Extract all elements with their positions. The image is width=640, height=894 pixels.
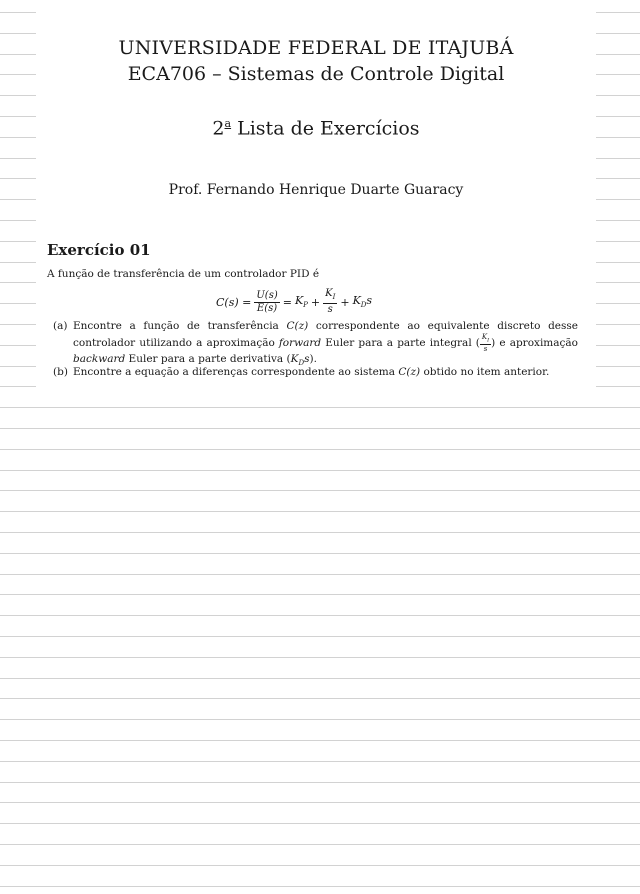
item-a-text-2: correspondente ao equivalente discreto desse controlador utilizando a aproximação <box>73 320 578 350</box>
ruled-line <box>0 407 640 408</box>
item-a-ki-num <box>480 333 491 345</box>
item-a-ki-symbol: K <box>481 333 488 341</box>
formula-plus-1: + <box>310 295 321 309</box>
ruled-line <box>0 449 640 450</box>
item-a-backward: backward <box>73 353 126 366</box>
ruled-line <box>0 678 640 679</box>
item-a-text-5: Euler para a parte derivativa ( <box>125 353 291 366</box>
ruled-line <box>0 823 640 824</box>
item-b-text-2: obtido no item anterior. <box>420 366 550 378</box>
item-a-kd-s: s <box>304 353 310 366</box>
frac-ki-numerator <box>323 288 337 304</box>
exercise-intro: A função de transferência de um controlador PID é <box>47 268 320 280</box>
ruled-line <box>0 698 640 699</box>
document-page <box>36 0 596 394</box>
item-b-text-1: Encontre a equação a diferenças correspondente ao sistema <box>73 366 399 378</box>
item-a-forward: forward <box>278 337 322 350</box>
ruled-line <box>0 594 640 595</box>
kd-subscript: D <box>360 301 367 310</box>
frac-denominator: E(s) <box>256 302 278 314</box>
item-a-text-4: ) e aproximação <box>491 337 578 350</box>
exercise-title: Exercício 01 <box>47 241 151 259</box>
list-number-ordinal: a <box>224 117 232 130</box>
item-a-kd-sub: D <box>298 359 305 368</box>
ruled-line <box>0 511 640 512</box>
ruled-line <box>0 802 640 803</box>
kp-subscript: P <box>303 301 308 310</box>
ruled-line <box>0 657 640 658</box>
formula-plus-2: + <box>340 295 350 309</box>
list-number: 2 <box>212 117 225 140</box>
item-b-math-cz: C(z) <box>398 366 421 378</box>
ruled-line <box>0 574 640 575</box>
list-title <box>36 117 596 139</box>
ruled-line <box>0 782 640 783</box>
formula-fraction-u-e <box>254 290 279 315</box>
ruled-line <box>0 553 640 554</box>
pid-formula <box>216 287 372 317</box>
ruled-line <box>0 636 640 637</box>
frac-s-denominator: s <box>327 304 333 315</box>
ruled-line <box>0 428 640 429</box>
ruled-line <box>0 844 640 845</box>
kd-symbol: K <box>352 294 361 308</box>
item-a-kd-symbol: K <box>290 353 299 366</box>
kp-symbol: K <box>294 294 304 308</box>
list-title-text: Lista de Exercícios <box>231 117 420 140</box>
ruled-line <box>0 490 640 491</box>
ruled-line <box>0 740 640 741</box>
item-a-math-kds <box>290 353 310 368</box>
item-a-math-ki-s <box>480 333 491 353</box>
item-a-text-3: Euler para a parte integral ( <box>321 337 480 350</box>
formula-lhs: C(s) = <box>216 295 252 309</box>
ruled-line <box>0 719 640 720</box>
item-a-text-6: ). <box>309 353 317 366</box>
item-tag: (b) <box>53 366 68 378</box>
item-a-ki-den: s <box>483 345 488 354</box>
course-title: ECA706 – Sistemas de Controle Digital <box>127 63 505 85</box>
ruled-line <box>0 865 640 866</box>
ruled-line <box>0 615 640 616</box>
item-text <box>73 320 578 370</box>
ruled-line <box>0 470 640 471</box>
university-title: UNIVERSIDADE FEDERAL DE ITAJUBÁ <box>118 37 514 59</box>
formula-kd <box>353 294 373 309</box>
kd-s-symbol: s <box>366 294 373 308</box>
ruled-line <box>0 532 640 533</box>
item-a-ki-sub: I <box>487 337 490 344</box>
item-tag: (a) <box>53 320 68 332</box>
ruled-line <box>0 761 640 762</box>
item-text <box>73 366 578 379</box>
ruled-line <box>0 886 640 887</box>
item-a-text-1: Encontre a função de transferência <box>73 320 287 332</box>
ki-symbol: K <box>325 288 333 299</box>
frac-numerator: U(s) <box>256 289 278 301</box>
item-a-math-cz: C(z) <box>286 320 309 332</box>
formula-equals: = <box>282 295 292 309</box>
formula-kp <box>295 294 308 309</box>
professor-name: Prof. Fernando Henrique Duarte Guaracy <box>168 182 464 198</box>
ki-subscript: I <box>332 293 336 301</box>
formula-fraction-ki-s <box>323 288 337 316</box>
